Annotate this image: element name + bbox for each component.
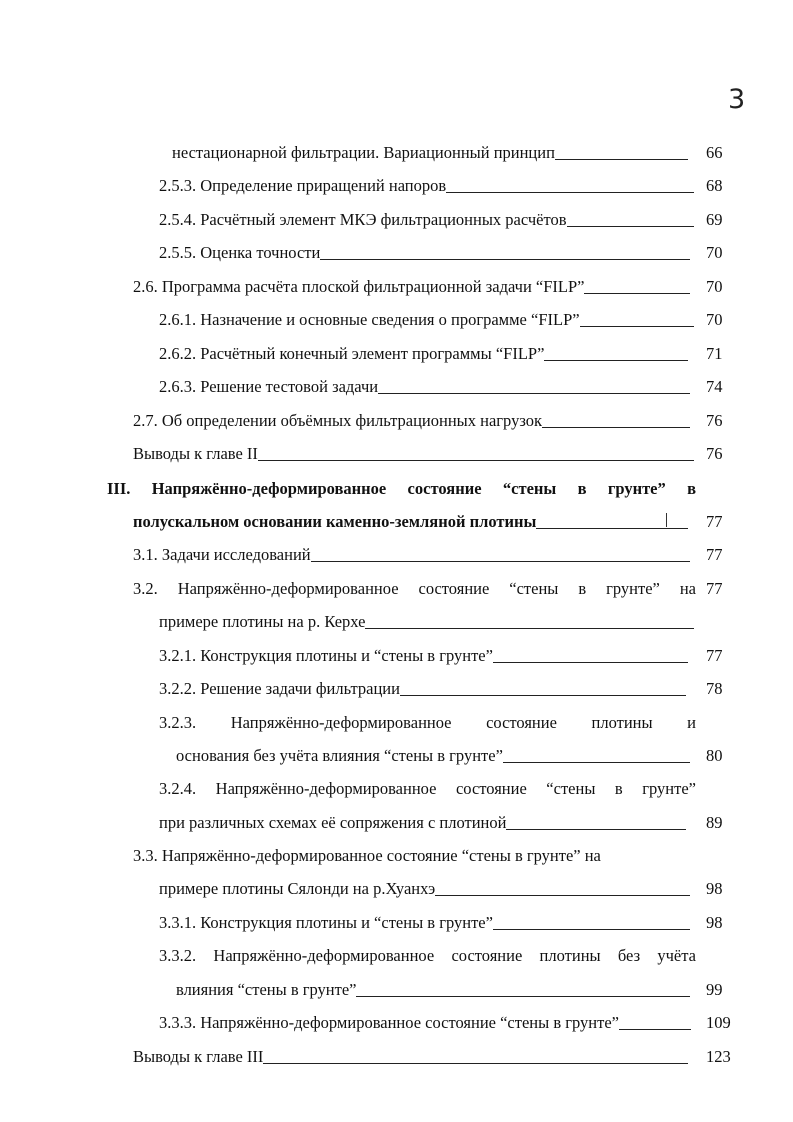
toc-entry xyxy=(133,1044,690,1070)
toc-page-ref: 98 xyxy=(706,913,723,932)
leader-line xyxy=(580,326,694,327)
toc-page-ref: 69 xyxy=(706,210,723,229)
toc-entry xyxy=(159,240,692,266)
toc-page-ref: 99 xyxy=(706,980,723,999)
leader-line xyxy=(400,695,686,696)
scan-mark xyxy=(666,513,667,527)
toc-entry-text: 2.5.4. Расчётный элемент МКЭ фильтрационных расчётов xyxy=(159,210,567,229)
toc-entry xyxy=(133,274,692,300)
leader-line xyxy=(446,192,694,193)
toc-entry xyxy=(159,207,696,233)
toc-entry-text: при различных схемах её сопряжения с плотиной xyxy=(159,813,507,832)
leader-line xyxy=(536,528,688,529)
leader-line xyxy=(542,427,690,428)
toc-entry-text: Выводы к главе II xyxy=(133,444,258,463)
toc-entry-text: полускальном основании каменно-земляной плотины xyxy=(133,512,537,531)
toc-entry-text: основания без учёта влияния “стены в грунте” xyxy=(176,746,503,765)
toc-entry-text: нестационарной фильтрации. Вариационный принцип xyxy=(172,143,555,162)
toc-page-ref: 77 xyxy=(706,579,723,598)
toc-page-ref: 68 xyxy=(706,176,723,195)
toc-page-ref: 78 xyxy=(706,679,723,698)
toc-entry-text: 3.3.3. Напряжённо-деформированное состояние “стены в грунте” xyxy=(159,1013,619,1032)
toc-page-ref: 70 xyxy=(706,310,723,329)
toc-entry-text: 3.3. Напряжённо-деформированное состояние “стены в грунте” на xyxy=(133,846,601,865)
toc-entry-text: 2.6. Программа расчёта плоской фильтрационной задачи “FILP” xyxy=(133,277,585,296)
toc-entry xyxy=(159,643,690,669)
toc-entry xyxy=(176,743,692,769)
toc-entry-text: 2.6.3. Решение тестовой задачи xyxy=(159,377,379,396)
toc-page-ref: 74 xyxy=(706,377,723,396)
toc-entry-text: 3.2.2. Решение задачи фильтрации xyxy=(159,679,400,698)
toc-entry xyxy=(133,408,692,434)
toc-page-ref: 66 xyxy=(706,143,723,162)
toc-entry xyxy=(159,341,690,367)
toc-entry xyxy=(159,374,692,400)
toc-chapter-heading: III. Напряжённо-деформированное состояние “стены в грунте” в xyxy=(107,479,696,498)
leader-line xyxy=(311,561,690,562)
leader-line xyxy=(506,829,686,830)
toc-entry xyxy=(159,173,696,199)
toc-entry-text: Выводы к главе III xyxy=(133,1047,264,1066)
toc-entry-text: 2.5.5. Оценка точности xyxy=(159,243,321,262)
toc-entry xyxy=(159,810,688,836)
toc-entry xyxy=(176,977,692,1003)
leader-line xyxy=(378,393,690,394)
leader-line xyxy=(356,996,690,997)
toc-entry xyxy=(172,140,690,166)
toc-page-ref: 70 xyxy=(706,277,723,296)
toc-entry-text: влияния “стены в грунте” xyxy=(176,980,357,999)
toc-entry xyxy=(159,609,696,635)
toc-page-ref: 76 xyxy=(706,444,723,463)
toc-entry-text: 3.3.1. Конструкция плотины и “стены в грунте” xyxy=(159,913,493,932)
page-number: 3 xyxy=(728,84,746,115)
toc-entry xyxy=(159,1010,693,1036)
toc-page-ref: 71 xyxy=(706,344,723,363)
toc-page-ref: 70 xyxy=(706,243,723,262)
toc-entry-text: 3.1. Задачи исследований xyxy=(133,545,311,564)
toc-page-ref: 89 xyxy=(706,813,723,832)
toc-entry xyxy=(159,307,696,333)
leader-line xyxy=(503,762,690,763)
toc-page-ref: 77 xyxy=(706,545,723,564)
toc-entry xyxy=(133,441,696,467)
toc-entry-text: 3.2. Напряжённо-деформированное состояние “стены в грунте” на xyxy=(133,579,696,598)
toc-entry-text: 2.6.2. Расчётный конечный элемент программы “FILP” xyxy=(159,344,545,363)
leader-line xyxy=(493,662,688,663)
leader-line xyxy=(435,895,690,896)
toc-page-ref: 80 xyxy=(706,746,723,765)
toc-page-ref: 98 xyxy=(706,879,723,898)
toc-entry-text: 3.2.3. Напряжённо-деформированное состояние плотины и xyxy=(159,713,696,732)
toc-entry-text: 2.6.1. Назначение и основные сведения о программе “FILP” xyxy=(159,310,580,329)
toc-page-ref: 77 xyxy=(706,646,723,665)
leader-line xyxy=(544,360,688,361)
leader-line xyxy=(619,1029,691,1030)
toc-page-ref: 76 xyxy=(706,411,723,430)
toc-entry xyxy=(133,542,692,568)
leader-line xyxy=(493,929,690,930)
toc-page-ref: 123 xyxy=(706,1047,731,1066)
toc-entry xyxy=(159,876,692,902)
leader-line xyxy=(263,1063,688,1064)
leader-line xyxy=(567,226,694,227)
toc-entry-text: 2.7. Об определении объёмных фильтрационных нагрузок xyxy=(133,411,543,430)
toc-entry-text: примере плотины Сялонди на р.Хуанхэ xyxy=(159,879,436,898)
toc-entry-text: 2.5.3. Определение приращений напоров xyxy=(159,176,447,195)
leader-line xyxy=(258,460,694,461)
leader-line xyxy=(555,159,688,160)
leader-line xyxy=(320,259,690,260)
leader-line xyxy=(584,293,690,294)
toc-entry xyxy=(133,509,690,535)
leader-line xyxy=(365,628,694,629)
toc-entry xyxy=(159,676,688,702)
toc-page-ref: 77 xyxy=(706,512,723,531)
toc-entry-text: 3.3.2. Напряжённо-деформированное состояние плотины без учёта xyxy=(159,946,696,965)
toc-page-ref: 109 xyxy=(706,1013,731,1032)
toc-entry-text: примере плотины на р. Керхе xyxy=(159,612,366,631)
toc-entry xyxy=(159,910,692,936)
toc-entry-text: 3.2.1. Конструкция плотины и “стены в грунте” xyxy=(159,646,493,665)
toc-entry-text: 3.2.4. Напряжённо-деформированное состояние “стены в грунте” xyxy=(159,779,696,798)
